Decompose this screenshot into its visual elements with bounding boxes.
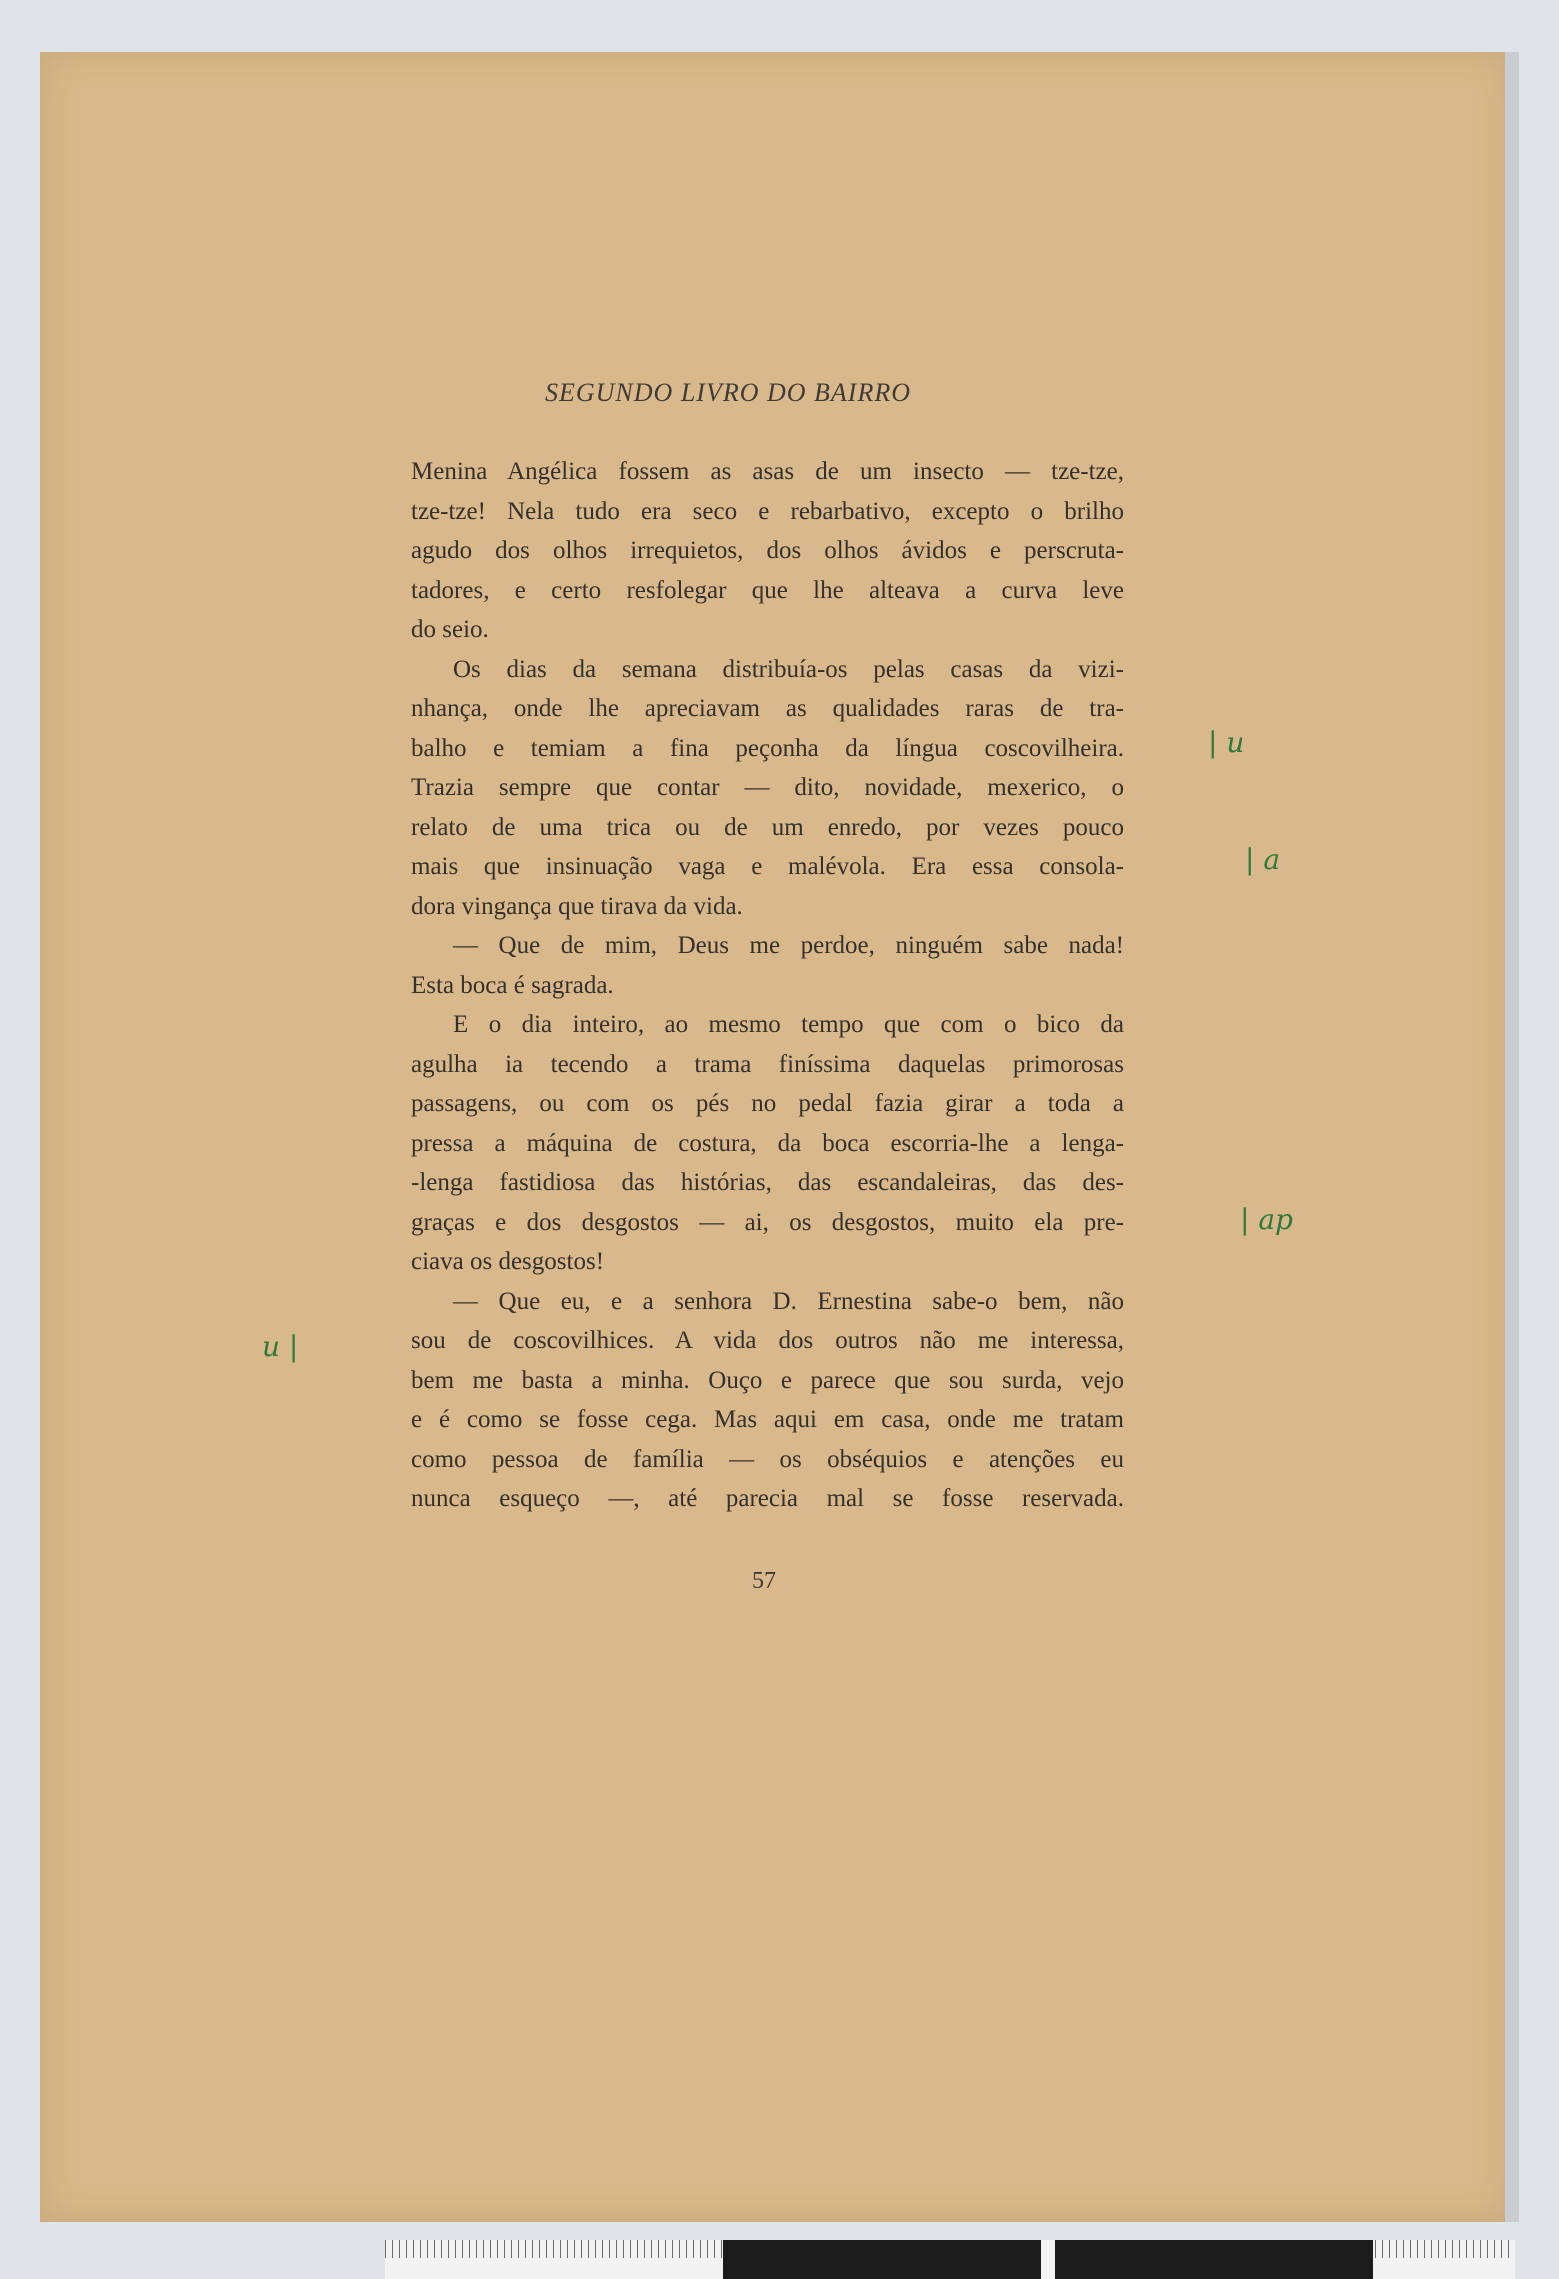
text-line: mais que insinuação vaga e malévola. Era essa consola- (411, 853, 1124, 880)
page-number: 57 (752, 1568, 776, 1594)
ruler-black-block-1 (723, 2240, 1041, 2279)
ruler-ticks-left (385, 2240, 725, 2258)
text-line: tze-tze! Nela tudo era seco e rebarbativo, excepto o brilho (411, 497, 1124, 525)
text-line: relato de uma trica ou de um enredo, por vezes pouco (411, 813, 1124, 841)
text-line: nhança, onde lhe apreciavam as qualidades raras de tra- (411, 695, 1124, 722)
text-line: nunca esqueço —, até parecia mal se fosse reservada. (411, 1485, 1124, 1512)
text-line: agulha ia tecendo a trama finíssima daquelas primorosas (411, 1050, 1124, 1078)
text-line: sou de coscovilhices. A vida dos outros não me interessa, (411, 1327, 1124, 1354)
ruler-black-block-2 (1055, 2240, 1373, 2279)
text-line: ciava os desgostos! (411, 1248, 605, 1275)
text-line: passagens, ou com os pés no pedal fazia girar a toda a (411, 1090, 1124, 1117)
text-line: balho e temiam a fina peçonha da língua coscovilheira. (411, 734, 1124, 762)
text-line: -lenga fastidiosa das histórias, das escandaleiras, das des- (411, 1169, 1124, 1196)
ruler-ticks-right (1375, 2240, 1515, 2258)
text-line: dora vingança que tirava da vida. (411, 892, 743, 920)
body-text (411, 452, 1124, 1519)
text-line: Esta boca é sagrada. (411, 971, 614, 999)
running-head: SEGUNDO LIVRO DO BAIRRO (545, 378, 912, 407)
text-line: e é como se fosse cega. Mas aqui em casa, onde me tratam (411, 1406, 1124, 1433)
margin-note-right-1: | u (1208, 726, 1245, 759)
page-edge (1505, 52, 1519, 2222)
text-line: graças e dos desgostos — ai, os desgostos, muito ela pre- (411, 1208, 1124, 1236)
text-line: E o dia inteiro, ao mesmo tempo que com o bico da (453, 1011, 1124, 1038)
margin-note-right-2: | a (1245, 843, 1281, 876)
text-line: Trazia sempre que contar — dito, novidade, mexerico, o (411, 774, 1124, 801)
text-line: Menina Angélica fossem as asas de um insecto — tze-tze, (411, 458, 1124, 485)
text-line: agudo dos olhos irrequietos, dos olhos ávidos e perscruta- (411, 537, 1124, 564)
text-line: Os dias da semana distribuía-os pelas casas da vizi- (453, 655, 1124, 683)
text-line: — Que eu, e a senhora D. Ernestina sabe-o bem, não (453, 1287, 1124, 1315)
text-line: — Que de mim, Deus me perdoe, ninguém sabe nada! (453, 932, 1124, 959)
color-scale-ruler (385, 2240, 1515, 2279)
text-line: tadores, e certo resfolegar que lhe alteava a curva leve (411, 576, 1124, 604)
margin-note-left-1: u | (262, 1330, 299, 1363)
margin-note-right-3: | ap (1240, 1203, 1293, 1236)
text-line: do seio. (411, 616, 489, 643)
text-line: bem me basta a minha. Ouço e parece que sou surda, vejo (411, 1366, 1124, 1394)
text-line: pressa a máquina de costura, da boca escorria-lhe a lenga- (411, 1129, 1124, 1157)
text-line: como pessoa de família — os obséquios e atenções eu (411, 1445, 1124, 1473)
